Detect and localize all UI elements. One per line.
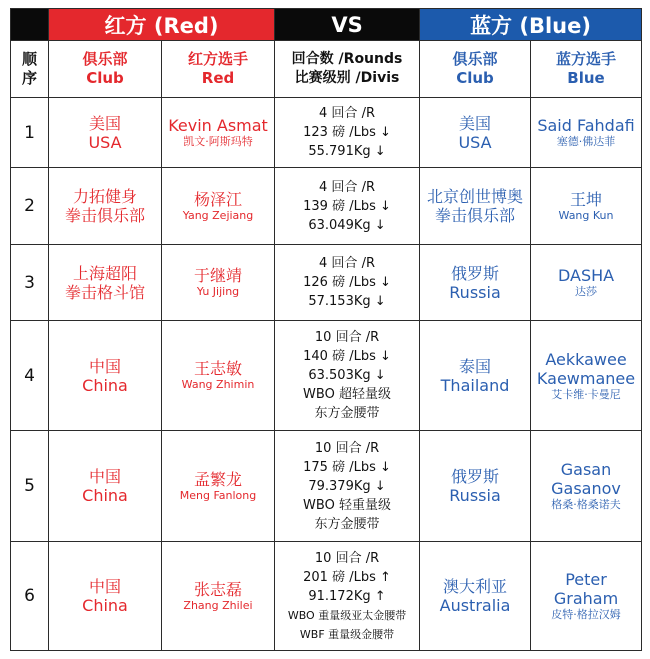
red-fighter [162, 98, 275, 168]
blue-fighter-subname: 艾卡维·卡曼尼 [551, 387, 621, 401]
table-row [11, 168, 642, 245]
bout-weight-lbs: 140 磅 /Lbs ↓ [303, 349, 391, 364]
header-info-line1: 回合数 /Rounds [291, 51, 403, 67]
red-fighter-subname: Yu Jijing [196, 285, 240, 298]
blue-club [420, 542, 531, 651]
bout-number: 5 [11, 431, 49, 542]
blue-fighter-subname: Wang Kun [558, 208, 614, 222]
bout-weight-lbs: 175 磅 /Lbs ↓ [303, 459, 391, 475]
blue-club-line2: Russia [449, 282, 501, 302]
red-club-line1: 力拓健身 [72, 187, 137, 206]
blue-fighter [531, 245, 642, 321]
red-club-line1: 中国 [88, 356, 121, 376]
blue-club [420, 98, 531, 168]
blue-fighter-subname: 皮特·格拉汉姆 [551, 608, 621, 621]
blue-club-line1: 美国 [459, 113, 492, 133]
header-blue-club-en: Club [456, 69, 494, 87]
red-club-line2: China [82, 596, 128, 615]
bout-rounds: 10 回合 /R [314, 550, 380, 566]
header-blue-fighter-cn: 蓝方选手 [556, 50, 617, 68]
bout-title: WBO 重量级亚太金腰带 [287, 608, 407, 622]
blue-club [420, 168, 531, 245]
red-fighter-name: 王志敏 [194, 359, 243, 378]
bout-weight-kg: 55.791Kg ↓ [308, 144, 386, 159]
header-order [11, 41, 49, 98]
blue-fighter [531, 431, 642, 542]
blue-fighter-name-line2: Kaewmanee [536, 368, 636, 388]
bout-weight-kg: 63.503Kg ↓ [308, 368, 386, 383]
red-club [49, 542, 162, 651]
blue-club-line1: 澳大利亚 [443, 577, 508, 596]
bout-weight-lbs: 201 磅 /Lbs ↑ [303, 569, 391, 585]
bout-number: 6 [11, 542, 49, 651]
header-row [11, 41, 642, 98]
blue-fighter-subname: 达莎 [575, 285, 598, 298]
blue-club-line1: 北京创世博奥 [427, 187, 524, 206]
blue-club [420, 245, 531, 321]
bout-number: 2 [11, 168, 49, 245]
blue-fighter-subname: 塞德·佛达菲 [556, 135, 616, 148]
vs-banner: VS [275, 9, 420, 41]
red-club-line2: 拳击俱乐部 [64, 206, 145, 225]
blue-fighter-name-line2: Graham [553, 589, 619, 608]
red-fighter-name: Kevin Asmat [168, 116, 268, 135]
red-club [49, 245, 162, 321]
bout-number: 1 [11, 98, 49, 168]
header-info [275, 41, 420, 98]
bout-number: 3 [11, 245, 49, 321]
blue-club-line2: 拳击俱乐部 [435, 206, 516, 225]
blue-fighter [531, 542, 642, 651]
bout-weight-kg: 63.049Kg ↓ [308, 217, 386, 233]
bout-info [275, 431, 420, 542]
blue-fighter-name: Gasan [560, 460, 612, 479]
bout-title: 东方金腰带 [314, 406, 380, 421]
bout-weight-lbs: 123 磅 /Lbs ↓ [303, 125, 391, 140]
fight-card-table [10, 8, 642, 651]
bout-weight-lbs: 139 磅 /Lbs ↓ [303, 198, 391, 214]
bout-number: 4 [11, 321, 49, 431]
header-red-fighter-en: Red [201, 69, 235, 87]
red-club-line2: 拳击格斗馆 [64, 282, 145, 302]
blue-club-line2: Russia [449, 486, 501, 505]
red-club-line1: 美国 [88, 113, 121, 133]
red-club [49, 168, 162, 245]
red-fighter-subname: Wang Zhimin [181, 378, 255, 391]
red-club [49, 321, 162, 431]
blue-club [420, 431, 531, 542]
red-fighter-name: 张志磊 [194, 579, 243, 599]
bout-weight-kg: 57.153Kg ↓ [308, 294, 386, 309]
red-club [49, 431, 162, 542]
red-club-line2: USA [88, 132, 122, 152]
blue-club-line1: 泰国 [459, 356, 492, 376]
blue-club [420, 321, 531, 431]
red-fighter [162, 168, 275, 245]
red-fighter [162, 542, 275, 651]
header-blue-club [420, 41, 531, 98]
blue-fighter-name: DASHA [557, 266, 615, 285]
bout-division: WBO 轻重量级 [303, 497, 391, 513]
blue-fighter [531, 168, 642, 245]
color-band-row [11, 9, 642, 41]
header-info-line2: 比赛级别 /Divis [294, 70, 400, 86]
red-club-line2: China [82, 375, 128, 395]
bout-rounds: 10 回合 /R [314, 330, 380, 345]
blue-fighter-name: Said Fahdafi [537, 116, 635, 135]
header-red-club-en: Club [86, 69, 124, 87]
bout-title-2: WBF 重量级金腰带 [299, 627, 395, 641]
red-fighter-name: 孟繁龙 [194, 469, 243, 489]
header-order-cn2: 序 [21, 69, 37, 87]
bout-weight-kg: 91.172Kg ↑ [308, 588, 386, 604]
red-fighter [162, 431, 275, 542]
header-red-club-cn: 俱乐部 [82, 50, 128, 68]
blue-club-line1: 俄罗斯 [451, 263, 500, 283]
blue-fighter [531, 98, 642, 168]
blue-club-line2: USA [458, 132, 492, 152]
red-corner-banner: 红方 (Red) [49, 9, 275, 41]
red-fighter [162, 245, 275, 321]
blue-fighter-name-line2: Gasanov [551, 479, 621, 498]
header-red-club [49, 41, 162, 98]
header-blue-fighter [531, 41, 642, 98]
red-fighter-subname: Meng Fanlong [179, 488, 257, 502]
table-row [11, 245, 642, 321]
blue-fighter-subname: 格桑·格桑诺夫 [551, 498, 621, 511]
blue-fighter-name: Aekkawee [545, 349, 627, 369]
header-red-fighter [162, 41, 275, 98]
red-fighter-subname: Zhang Zhilei [183, 598, 253, 612]
blue-club-line1: 俄罗斯 [451, 467, 500, 486]
red-fighter [162, 321, 275, 431]
bout-info [275, 542, 420, 651]
blue-club-line2: Australia [439, 596, 511, 615]
red-club-line1: 中国 [88, 577, 121, 596]
table-row [11, 321, 642, 431]
red-club-line1: 上海超阳 [72, 263, 137, 283]
bout-info [275, 321, 420, 431]
header-red-fighter-cn: 红方选手 [188, 50, 249, 68]
red-fighter-subname: Yang Zejiang [182, 208, 254, 222]
bout-rounds: 4 回合 /R [319, 256, 375, 271]
red-club-line2: China [82, 486, 128, 505]
bout-weight-kg: 79.379Kg ↓ [308, 478, 386, 494]
bout-division: WBO 超轻量级 [303, 387, 391, 402]
bout-rounds: 4 回合 /R [319, 179, 375, 195]
red-fighter-subname: 凯文·阿斯玛特 [183, 135, 253, 148]
red-fighter-name: 于继靖 [194, 266, 243, 285]
header-order-cn: 顺 [21, 50, 37, 68]
bout-weight-lbs: 126 磅 /Lbs ↓ [303, 275, 391, 290]
header-blue-club-cn: 俱乐部 [452, 50, 498, 68]
band-corner [11, 9, 49, 41]
blue-fighter-name: Peter [565, 570, 607, 589]
header-blue-fighter-en: Blue [567, 69, 605, 87]
blue-club-line2: Thailand [440, 375, 510, 395]
table-row [11, 542, 642, 651]
blue-fighter [531, 321, 642, 431]
red-fighter-name: 杨泽江 [194, 189, 243, 209]
red-club [49, 98, 162, 168]
fight-card [10, 8, 641, 651]
bout-info [275, 245, 420, 321]
red-club-line1: 中国 [88, 467, 121, 486]
blue-fighter-name: 王坤 [570, 189, 603, 209]
blue-corner-banner: 蓝方 (Blue) [420, 9, 642, 41]
bout-rounds: 4 回合 /R [319, 106, 375, 121]
table-row [11, 431, 642, 542]
table-row [11, 98, 642, 168]
bout-info [275, 98, 420, 168]
bout-info [275, 168, 420, 245]
bout-title: 东方金腰带 [314, 516, 380, 532]
bout-rounds: 10 回合 /R [314, 440, 380, 456]
